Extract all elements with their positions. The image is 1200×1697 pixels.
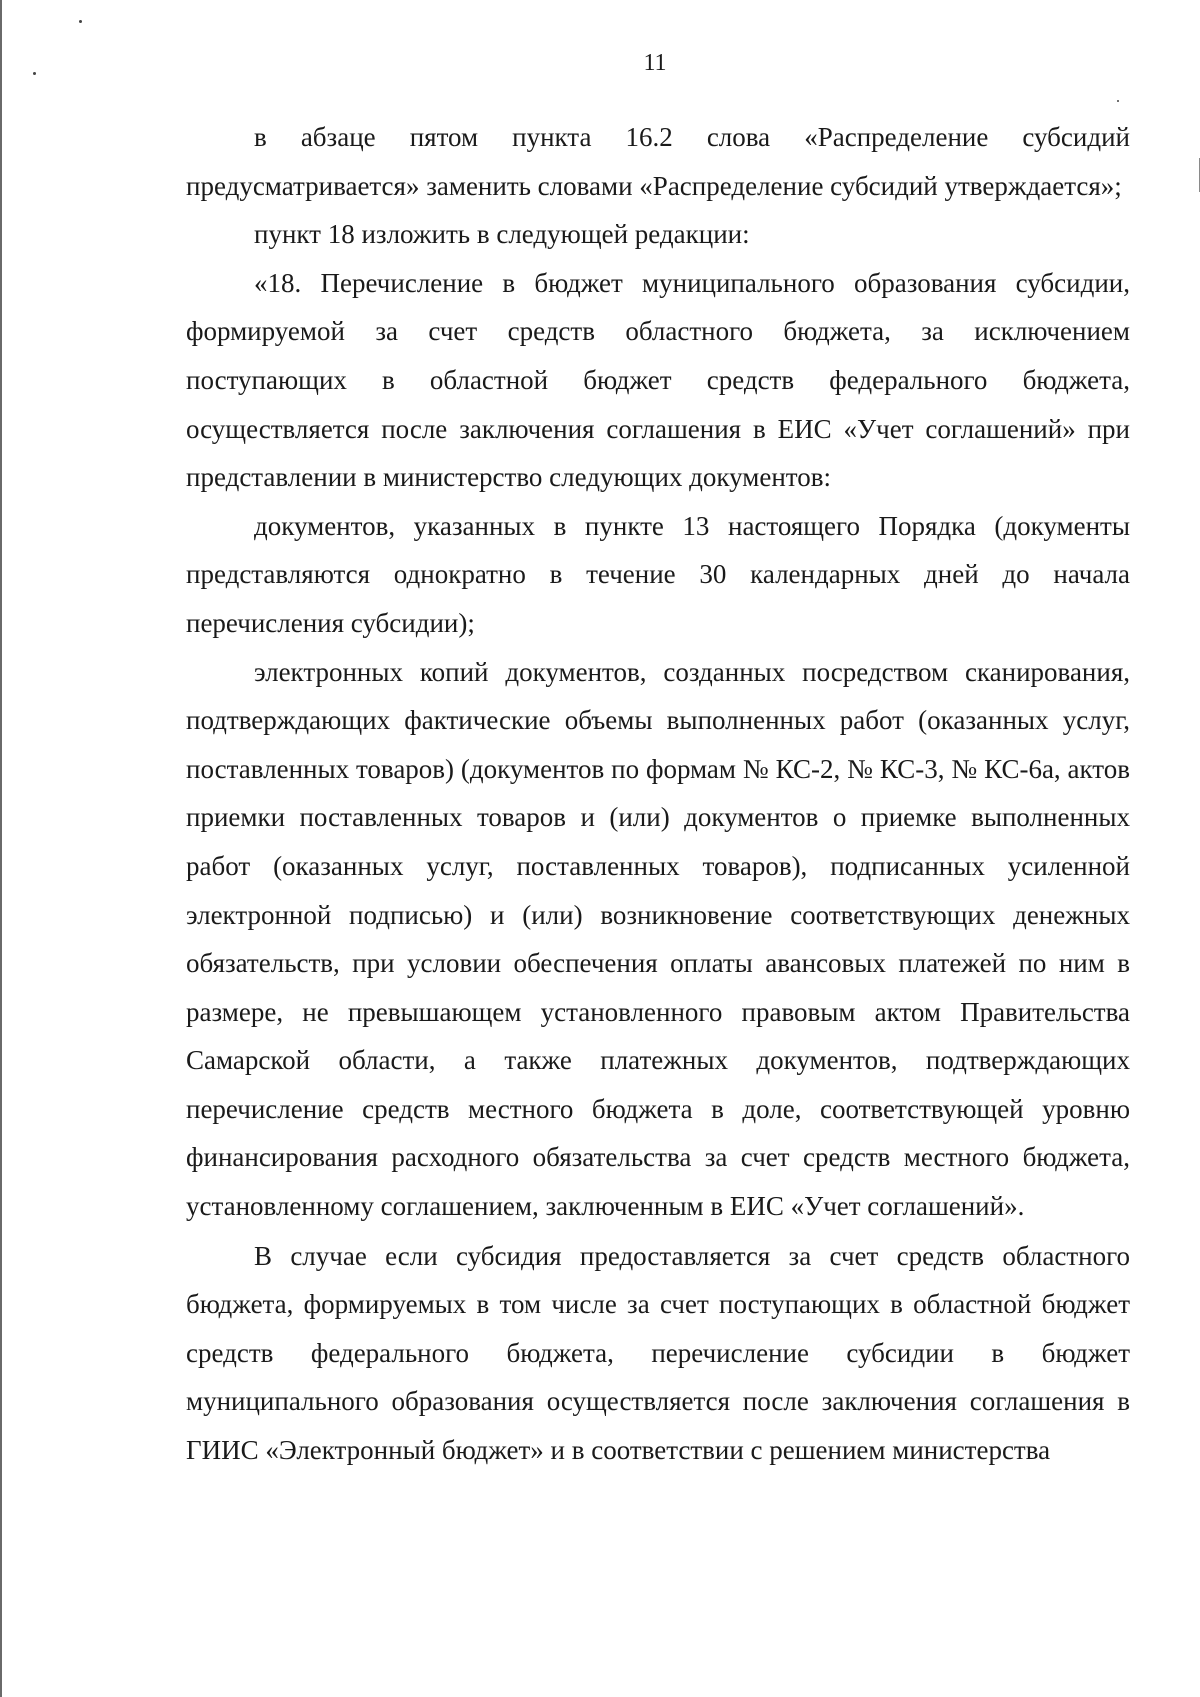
paragraph: «18. Перечисление в бюджет муниципального образования субсидии, формируемой за счет средств областного бюджета, за исключением поступающих в областной бюджет средств федерального бюджета, осуществляется после заключения соглашения в ЕИС «Учет соглашений» при представлении в министерство следующих документов:: [186, 267, 1130, 493]
scan-speck: [1117, 100, 1119, 102]
paragraph: В случае если субсидия предоставляется за счет средств областного бюджета, формируемых в том числе за счет поступающих в областной бюджет средств федерального бюджета, перечисление субсидии в бюджет муниципального образования осуществляется после заключения соглашения в ГИИС «Электронный бюджет» и в соответствии с решением министерства: [186, 1240, 1130, 1466]
page-number: 11: [643, 50, 667, 76]
scan-speck: [79, 20, 82, 23]
paragraph: документов, указанных в пункте 13 настоящего Порядка (документы представляются однократно в течение 30 календарных дней до начала перечисления субсидии);: [186, 510, 1130, 638]
document-body: [186, 113, 1130, 1475]
paragraph: в абзаце пятом пункта 16.2 слова «Распределение субсидий предусматривается» заменить словами «Распределение субсидий утверждается»;: [186, 122, 1130, 201]
paragraph: пункт 18 изложить в следующей редакции:: [254, 219, 750, 250]
paragraph: электронных копий документов, созданных посредством сканирования, подтверждающих фактические объемы выполненных работ (оказанных услуг, поставленных товаров) (документов по формам № КС-2, № КС-3, № КС-6а, актов приемки поставленных товаров и (или) документов о приемке выполненных работ (оказанных услуг, поставленных товаров), подписанных усиленной электронной подписью) и (или) возникновение соответствующих денежных обязательств, при условии обеспечения оплаты авансовых платежей по ним в размере, не превышающем установленного правовым актом Правительства Самарской области, а также платежных документов, подтверждающих перечисление средств местного бюджета в доле, соответствующей уровню финансирования расходного обязательства за счет средств местного бюджета, установленному соглашением, заключенным в ЕИС «Учет соглашений».: [186, 656, 1130, 1222]
scan-left-edge: [0, 0, 2, 1697]
